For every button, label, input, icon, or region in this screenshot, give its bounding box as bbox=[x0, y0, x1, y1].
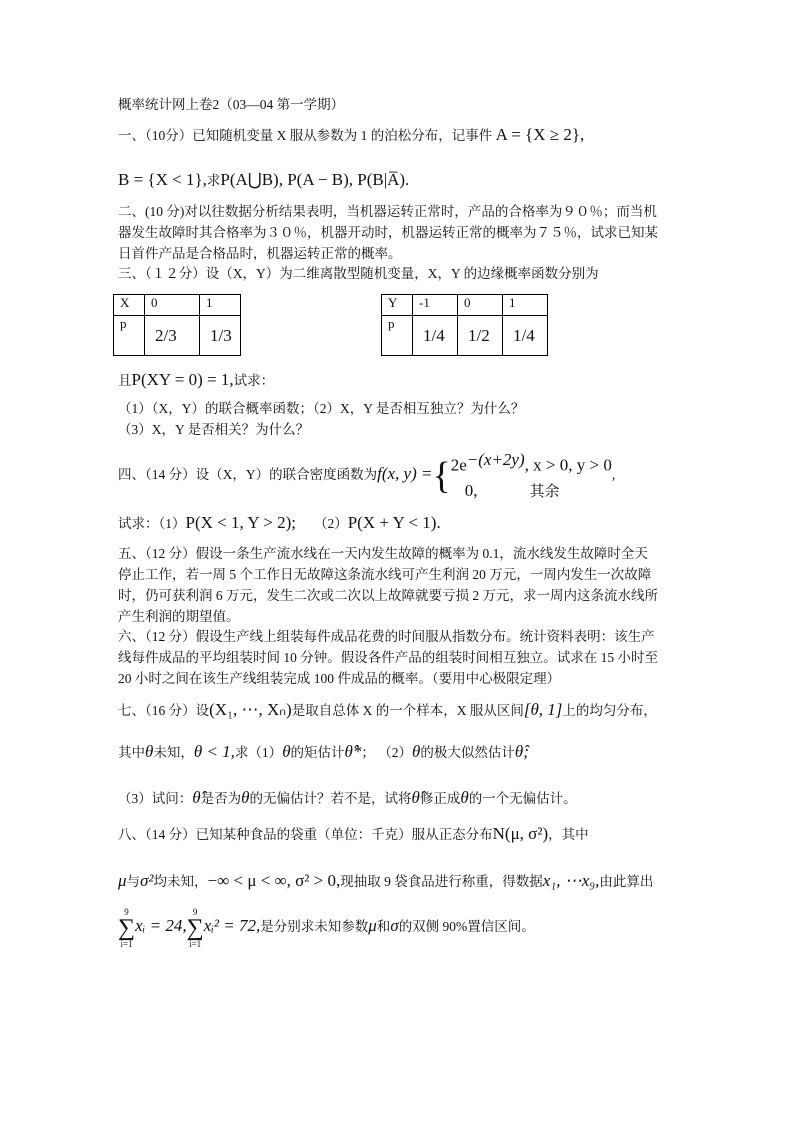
q4-trail: , bbox=[611, 466, 616, 482]
q7-text: 未知， bbox=[153, 745, 194, 760]
q8-text: 和 bbox=[376, 919, 391, 934]
q7-math: θ bbox=[241, 788, 250, 807]
q7-text: 的矩估计 bbox=[290, 745, 345, 760]
q1-text: 一、（10分）已知随机变量 X 服从参数为 1 的泊松分布，记事件 bbox=[118, 128, 496, 143]
table-cell: 1/3 bbox=[200, 316, 241, 356]
q7-math: θ̂ bbox=[411, 788, 420, 807]
table-cell: Y bbox=[382, 295, 413, 316]
q7-math: θ bbox=[282, 742, 291, 761]
table-cell: p bbox=[114, 316, 145, 356]
q7-sample: (X₁, ⋯, Xₙ) bbox=[209, 700, 292, 719]
q7-text: 的极大似然估计 bbox=[420, 745, 515, 760]
question-3-sub-2: （3）X，Y 是否相关？为什么？ bbox=[118, 422, 310, 437]
table-cell: 0 bbox=[458, 295, 503, 316]
q8-text: ，其中 bbox=[548, 827, 589, 842]
document-title: 概率统计网上卷2（03—04 第一学期） bbox=[118, 97, 345, 112]
q3-cond-suffix: 试求： bbox=[233, 373, 275, 388]
table-cell: 2/3 bbox=[145, 316, 200, 356]
q8-math: xᵢ = 24, bbox=[135, 916, 187, 935]
q7-text: 是取自总体 X 的一个样本，X 服从区间 bbox=[291, 703, 524, 718]
question-5-line-1: 五、（12 分）假设一条生产流水线在一天内发生故障的概率为 0.1，流水线发生故障时全天 bbox=[118, 546, 648, 561]
question-4-density bbox=[118, 448, 615, 504]
table-cell: 0 bbox=[145, 295, 200, 316]
question-2-line-2: 器发生故障时其合格率为３０％，机器开动时，机器运转正常的概率为７５％，试求已知某 bbox=[118, 225, 658, 240]
q3-cond-prefix: 且 bbox=[118, 373, 132, 388]
table-cell: 1 bbox=[503, 295, 548, 316]
q7-math: θ bbox=[460, 788, 469, 807]
sum-lower: i=1 bbox=[120, 938, 133, 949]
question-3-sub-1: （1）（X，Y）的联合概率函数；（2）X，Y 是否相互独立？为什么？ bbox=[118, 401, 525, 416]
q4-cases bbox=[451, 448, 612, 504]
q8-text: 现抽取 9 袋食品进行称重，得数据 bbox=[340, 874, 543, 889]
table-cell: 1/2 bbox=[458, 316, 503, 356]
q7-text: 修正成 bbox=[419, 791, 461, 806]
q8-text: 是分别求未知参数 bbox=[260, 919, 369, 934]
q4-text: 四、（14 分）设（X，Y）的联合密度函数为 bbox=[118, 466, 378, 482]
y-marginal-table bbox=[381, 294, 548, 356]
table-cell: X bbox=[114, 295, 145, 316]
question-1-line-1 bbox=[118, 126, 584, 145]
q8-math: −∞ < μ < ∞, σ² > 0, bbox=[207, 871, 341, 890]
q4-ask-mid: （2） bbox=[313, 516, 348, 531]
sum-upper: 9 bbox=[124, 906, 129, 917]
case-1-exponent: −(x+2y) bbox=[466, 450, 525, 469]
q8-math: μ bbox=[118, 871, 127, 890]
q7-text: ； （2） bbox=[361, 745, 413, 760]
question-7-line-1 bbox=[118, 701, 657, 720]
table-cell: p bbox=[382, 316, 413, 356]
q7-text: 的无偏估计？若不是，试将 bbox=[249, 791, 412, 806]
q7-math: θ bbox=[145, 742, 154, 761]
table-cell: 1/4 bbox=[503, 316, 548, 356]
q8-math: μ bbox=[368, 916, 377, 935]
table-cell: 1 bbox=[200, 295, 241, 316]
sum-lower: i=1 bbox=[189, 938, 202, 949]
q4-ask-2: P(X + Y < 1). bbox=[347, 513, 441, 532]
question-4-ask bbox=[118, 514, 441, 533]
q7-interval: [θ, 1] bbox=[523, 700, 563, 719]
table-cell: -1 bbox=[413, 295, 458, 316]
question-7-line-3 bbox=[118, 789, 577, 808]
q8-math: x₁, ⋯x₉, bbox=[542, 871, 600, 890]
case-1-condition: , x > 0, y > 0 bbox=[524, 455, 612, 475]
q4-ask-1: P(X < 1, Y > 2); bbox=[185, 513, 296, 532]
q8-math: N(μ, σ²) bbox=[492, 824, 549, 843]
question-5-line-3: 时，仍可获利润 6 万元，发生二次或二次以上故障就要亏损 2 万元，求一周内这条流水线所 bbox=[118, 588, 658, 603]
case-2-condition: 其余 bbox=[529, 483, 560, 500]
summation-symbol: 9 ∑ i=1 bbox=[118, 906, 136, 949]
q1-probabilities: P(A⋃B), P(A − B), P(B|A̅). bbox=[220, 170, 410, 189]
q7-text: 七、（16 分）设 bbox=[118, 703, 210, 718]
q8-text: 均未知， bbox=[153, 874, 208, 889]
q7-math: θ bbox=[412, 742, 421, 761]
q8-math: σ² bbox=[140, 871, 154, 890]
question-2-line-3: 日首件产品是合格品时，机器运转正常的概率。 bbox=[118, 246, 402, 261]
q8-math: σ bbox=[390, 916, 399, 935]
question-1-line-2 bbox=[118, 171, 409, 190]
question-8-line-2 bbox=[118, 872, 653, 891]
q7-text: （3）试问： bbox=[118, 791, 193, 806]
q7-text: 的一个无偏估计。 bbox=[468, 791, 577, 806]
table-cell: 1/4 bbox=[413, 316, 458, 356]
question-5-line-4: 产生利润的期望值。 bbox=[118, 609, 240, 624]
case-1-expr: 2e bbox=[450, 455, 467, 475]
q7-text: 其中 bbox=[118, 745, 145, 760]
brace-icon: { bbox=[432, 454, 451, 497]
question-6-line-3: 20 小时之间在该生产线组装完成 100 件成品的概率。（要用中心极限定理） bbox=[118, 671, 561, 686]
q3-cond-math: P(XY = 0) = 1, bbox=[131, 370, 234, 389]
q8-text: 八、（14 分）已知某种食品的袋重（单位：千克）服从正态分布 bbox=[118, 827, 493, 842]
question-8-line-3 bbox=[118, 906, 535, 949]
q1-event-a: A = {X ≥ 2}, bbox=[495, 125, 585, 144]
case-2-expr: 0, bbox=[464, 480, 478, 500]
q4-f-lhs: f(x, y) = bbox=[377, 463, 433, 483]
q7-text: 求（1） bbox=[234, 745, 283, 760]
question-3-condition bbox=[118, 371, 274, 390]
sum-upper: 9 bbox=[192, 906, 198, 917]
q8-text: 的双侧 90%置信区间。 bbox=[398, 919, 535, 934]
question-8-line-1 bbox=[118, 825, 589, 844]
summation-symbol: 9 ∑ i=1 bbox=[186, 906, 204, 949]
q7-text: 上的均匀分布， bbox=[562, 703, 657, 718]
question-5-line-2: 停止工作，若一周 5 个工作日无故障这条流水线可产生利润 20 万元，一周内发生一次故障 bbox=[118, 567, 652, 582]
question-6-line-1: 六、（12 分）假设生产线上组装每件成品花费的时间服从指数分布。统计资料表明：该生产 bbox=[118, 629, 655, 644]
question-6-line-2: 线每件成品的平均组装时间 10 分钟。假设各件产品的组装时间相互独立。试求在 15 小时至 bbox=[118, 650, 658, 665]
question-7-line-2 bbox=[118, 743, 529, 762]
q8-text: 由此算出 bbox=[599, 874, 654, 889]
question-2-line-1: 二、(10 分)对以往数据分析结果表明，当机器运转正常时，产品的合格率为９０％；而当机 bbox=[118, 204, 657, 219]
q4-ask-prefix: 试求：（1） bbox=[118, 516, 186, 531]
q1-ask: 求 bbox=[206, 173, 221, 188]
q7-text: 是否为 bbox=[200, 791, 242, 806]
q7-math: θ̂* bbox=[344, 742, 362, 761]
question-3-intro: 三、（１２分）设（X，Y）为二维离散型随机变量，X，Y 的边缘概率函数分别为 bbox=[118, 266, 599, 281]
q7-math: θ̂; bbox=[514, 742, 529, 761]
q1-event-b: B = {X < 1}, bbox=[118, 170, 207, 189]
q8-math: xᵢ² = 72, bbox=[203, 916, 261, 935]
q8-text: 与 bbox=[126, 874, 141, 889]
q7-math: θ̂ bbox=[192, 788, 201, 807]
x-marginal-table bbox=[113, 294, 241, 356]
q7-math: θ < 1, bbox=[193, 742, 235, 761]
